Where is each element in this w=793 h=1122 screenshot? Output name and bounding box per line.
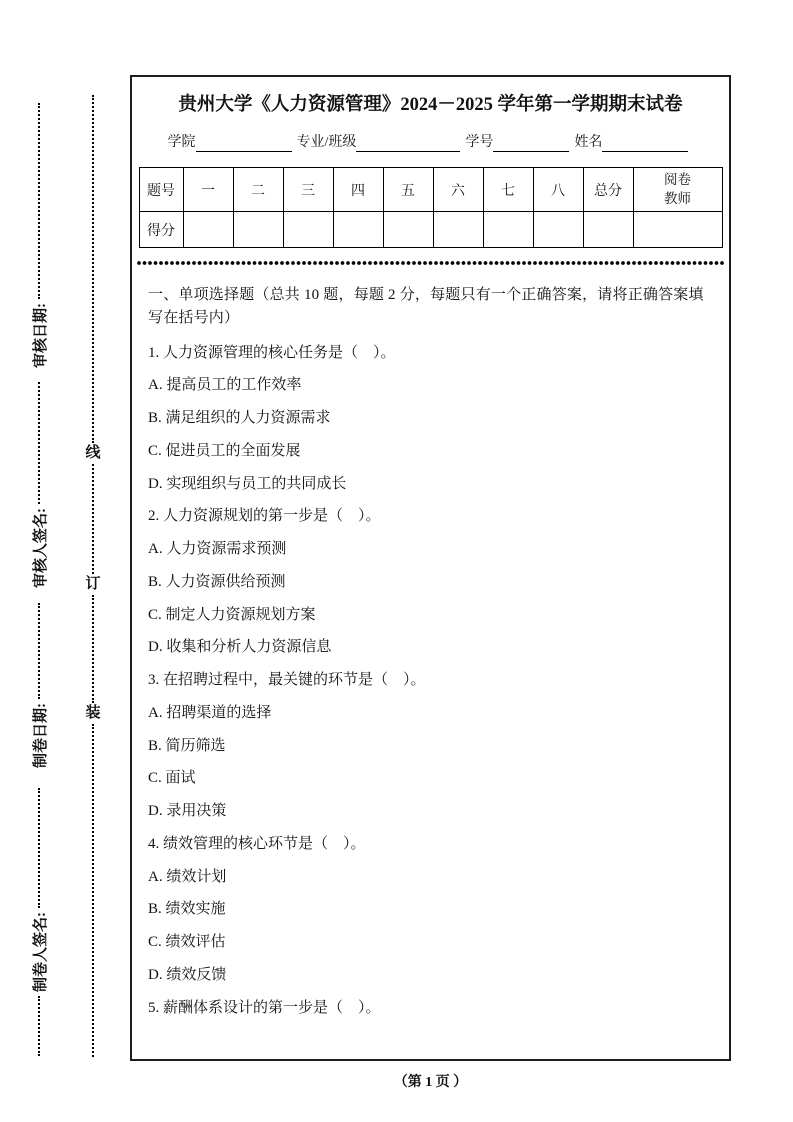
review-date-group (29, 99, 49, 368)
student-id-label: 学号 (465, 135, 494, 150)
made-date-group (29, 599, 49, 768)
major-class-label: 专业/班级 (296, 135, 357, 150)
made-date-blank-line (38, 603, 40, 699)
review-date-blank-line (38, 103, 40, 299)
question-option: C. 制定人力资源规划方案 (148, 606, 316, 623)
maker-sign-group (29, 784, 49, 1060)
question-option: D. 绩效反馈 (148, 966, 227, 983)
page-number: （第 1 页 ） (393, 1075, 468, 1090)
question-option: D. 实现组织与员工的共同成长 (148, 475, 347, 492)
reviewer-sign-blank-line (38, 382, 40, 504)
college-blank (196, 137, 292, 152)
question-option: B. 简历筛选 (148, 737, 226, 754)
exam-title: 贵州大学《人力资源管理》2024－2025 学年第一学期期末试卷 (178, 95, 683, 115)
review-date-label: 审核日期: (32, 303, 49, 368)
binding-dotted-segment (92, 95, 94, 443)
score-cell-empty (483, 212, 533, 248)
exam-sheet (130, 75, 731, 1061)
score-table-col-5: 五 (383, 168, 433, 212)
binding-dotted-segment (92, 724, 94, 1057)
maker-sign-label: 制卷人签名: (32, 912, 49, 992)
score-table-col-2: 二 (233, 168, 283, 212)
score-cell-empty (583, 212, 633, 248)
question-stem: 2. 人力资源规划的第一步是（ ）。 (148, 508, 381, 525)
score-table-qnum-header: 题号 (139, 168, 183, 212)
binding-char-ding: 订 (85, 576, 101, 592)
name-blank (602, 137, 688, 152)
score-cell-empty (383, 212, 433, 248)
college-label: 学院 (167, 135, 196, 150)
score-cell-empty (633, 212, 722, 248)
binding-char-xian: 线 (85, 445, 101, 461)
score-table-col-8: 八 (533, 168, 583, 212)
question-option: A. 绩效计划 (148, 868, 227, 885)
score-table-col-7: 七 (483, 168, 533, 212)
score-table-col-4: 四 (333, 168, 383, 212)
reviewer-sign-label: 审核人签名: (32, 508, 49, 588)
score-cell-empty (233, 212, 283, 248)
made-date-label: 制卷日期: (32, 703, 49, 768)
score-table-col-6: 六 (433, 168, 483, 212)
student-id-blank (493, 137, 569, 152)
question-option: C. 促进员工的全面发展 (148, 442, 301, 459)
question-option: A. 提高员工的工作效率 (148, 377, 302, 394)
binding-dotted-segment (92, 464, 94, 574)
score-cell-empty (533, 212, 583, 248)
binding-char-zhuang: 装 (85, 705, 101, 721)
major-class-blank (356, 137, 460, 152)
question-option: D. 收集和分析人力资源信息 (148, 639, 332, 656)
question-stem: 3. 在招聘过程中，最关键的环节是（ ）。 (148, 672, 426, 688)
section-heading: 一、单项选择题（总共 10 题，每题 2 分，每题只有一个正确答案，请将正确答案填写在括号内） (148, 287, 704, 327)
question-option: D. 录用决策 (148, 803, 227, 819)
score-table-col-3: 三 (283, 168, 333, 212)
score-cell-empty (433, 212, 483, 248)
student-info-line (132, 131, 729, 152)
maker-sign-blank-line (38, 788, 40, 908)
question-stem: 4. 绩效管理的核心环节是（ ）。 (148, 835, 366, 852)
reviewer-sign-group (29, 378, 49, 588)
maker-sign-leader-dots (38, 996, 40, 1056)
score-cell-empty (333, 212, 383, 248)
name-label: 姓名 (574, 135, 603, 150)
question-stem: 5. 薪酬体系设计的第一步是（ ）。 (148, 999, 381, 1016)
score-table-grader-header: 阅卷教师 (633, 168, 722, 212)
question-option: B. 人力资源供给预测 (148, 573, 286, 590)
question-option: B. 绩效实施 (148, 901, 226, 918)
question-option: B. 满足组织的人力资源需求 (148, 410, 331, 426)
question-option: C. 面试 (148, 770, 196, 787)
question-stem: 1. 人力资源管理的核心任务是（ ）。 (148, 344, 396, 361)
score-table-score-header: 得分 (139, 212, 183, 248)
dotted-separator (137, 261, 724, 265)
question-option: C. 绩效评估 (148, 934, 226, 950)
binding-line (84, 95, 102, 1057)
question-option: A. 人力资源需求预测 (148, 541, 287, 557)
question-option: A. 招聘渠道的选择 (148, 704, 272, 721)
score-cell-empty (183, 212, 233, 248)
score-table-col-total: 总分 (583, 168, 633, 212)
questions-list (148, 345, 713, 1017)
score-table (139, 167, 723, 248)
score-table-col-1: 一 (183, 168, 233, 212)
score-cell-empty (283, 212, 333, 248)
binding-dotted-segment (92, 595, 94, 703)
